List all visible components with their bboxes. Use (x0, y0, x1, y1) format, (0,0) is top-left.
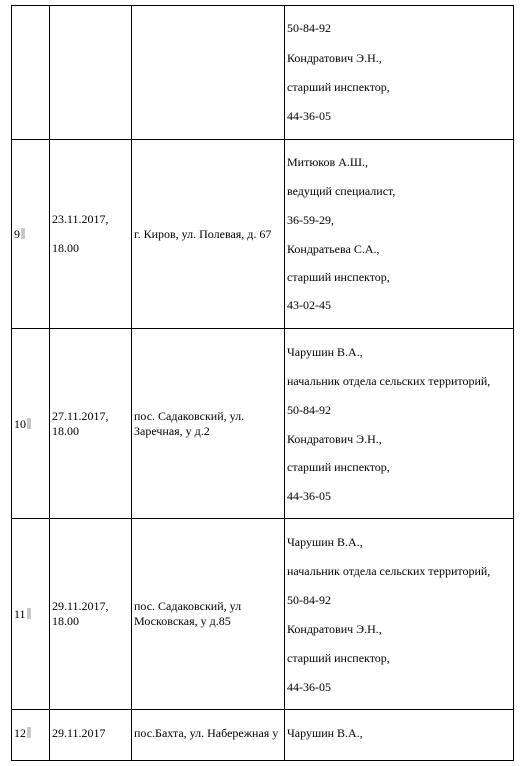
contact-line: 36-59-29, (287, 213, 334, 227)
event-date: 29.11.2017 (52, 726, 106, 740)
contact-line: старший инспектор, (287, 80, 390, 94)
contact-line: ведущий специалист, (287, 184, 396, 198)
row-number: 11 (14, 607, 31, 621)
contact-line: 43-02-45 (287, 298, 331, 312)
contact-line: Чарушин В.А., (287, 726, 363, 740)
event-time: 18.00 (52, 614, 79, 628)
contact-line: 50-84-92 (287, 593, 331, 607)
table-border-top (11, 5, 514, 6)
contact-line: Кондратович Э.Н., (287, 432, 382, 446)
event-date: 29.11.2017, (52, 599, 109, 613)
contact-line: Митюков А.Ш., (287, 155, 368, 169)
contact-line: Чарушин В.А., (287, 345, 363, 359)
contact-line: начальник отдела сельских территорий, (287, 374, 491, 388)
contact-line: начальник отдела сельских территорий, (287, 564, 491, 578)
event-date: 27.11.2017, (52, 409, 109, 423)
column-divider (11, 5, 12, 761)
event-address: г. Киров, ул. Полевая, д. 67 (134, 227, 272, 241)
contact-line: Кондратович Э.Н., (287, 622, 382, 636)
event-address: пос.Бахта, ул. Набережная у (134, 726, 279, 740)
contact-line: 50-84-92 (287, 21, 331, 35)
column-divider (284, 5, 285, 761)
row-divider (11, 328, 514, 329)
row-number: 9 (14, 227, 25, 241)
row-number: 10 (14, 417, 31, 431)
column-divider (131, 5, 132, 761)
contact-line: Чарушин В.А., (287, 535, 363, 549)
event-address: пос. Садаковский, ул (134, 599, 242, 613)
event-address: пос. Садаковский, ул. (134, 409, 245, 423)
contact-line: 44-36-05 (287, 109, 331, 123)
event-address: Заречная, у д.2 (134, 424, 210, 438)
contact-line: старший инспектор, (287, 270, 390, 284)
contact-line: Кондратович Э.Н., (287, 51, 382, 65)
table-border-bottom (11, 760, 514, 761)
contact-line: старший инспектор, (287, 651, 390, 665)
row-number: 12 (14, 726, 31, 740)
event-date: 23.11.2017, (52, 212, 109, 226)
row-divider (11, 709, 514, 710)
contact-line: старший инспектор, (287, 460, 390, 474)
event-address: Московская, у д.85 (134, 614, 231, 628)
contact-line: 50-84-92 (287, 403, 331, 417)
column-divider (49, 5, 50, 761)
contact-line: Кондратьева С.А., (287, 242, 380, 256)
row-divider (11, 518, 514, 519)
row-divider (11, 139, 514, 140)
event-time: 18.00 (52, 241, 79, 255)
event-time: 18.00 (52, 424, 79, 438)
contact-line: 44-36-05 (287, 489, 331, 503)
column-divider (513, 5, 514, 761)
contact-line: 44-36-05 (287, 680, 331, 694)
